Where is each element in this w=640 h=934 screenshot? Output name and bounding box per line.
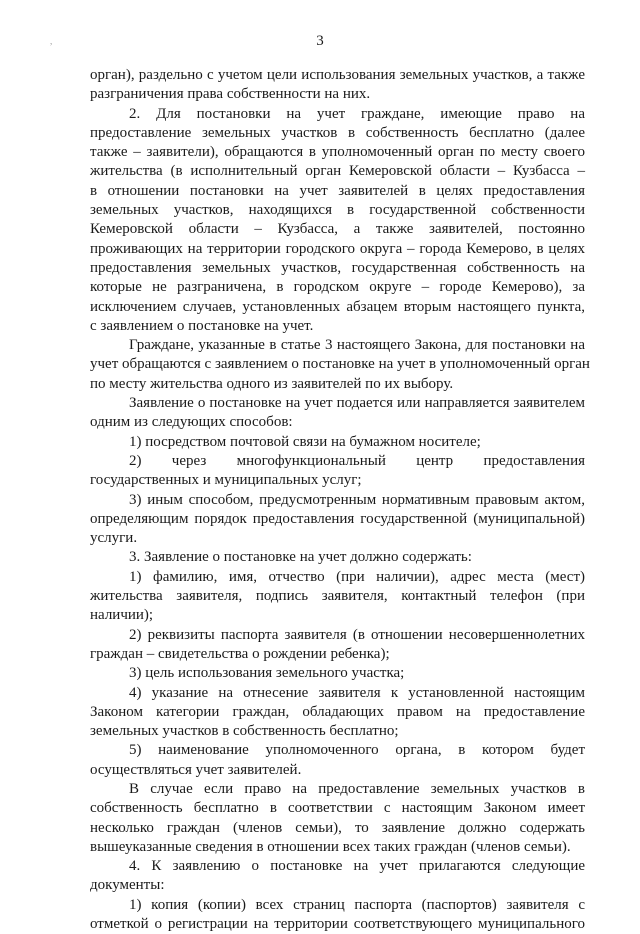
text-line: 3) цель использования земельного участка; — [129, 665, 405, 682]
text-line: которые не разграничена, в городском округе – городе Кемерово), за — [90, 279, 585, 296]
text-line: Граждане, указанные в статье 3 настоящего Закона, для постановки на — [129, 337, 585, 354]
text-line: земельных участков, находящихся в государственной собственности — [90, 202, 585, 219]
text-line: одним из следующих способов: — [90, 414, 293, 431]
text-line: предоставление земельных участков в собственность бесплатно (далее — [90, 124, 585, 141]
text-line: осуществляться учет заявителей. — [90, 761, 302, 778]
text-line: 1) посредством почтовой связи на бумажном носителе; — [129, 433, 481, 450]
text-line: Законом категории граждан, обладающих правом на предоставление — [90, 703, 585, 720]
text-line: 2) реквизиты паспорта заявителя (в отношении несовершеннолетних — [129, 626, 585, 643]
text-line: 3) иным способом, предусмотренным нормативным правовым актом, — [129, 491, 585, 508]
text-line: вышеуказанные сведения в отношении всех таких граждан (членов семьи). — [90, 838, 571, 855]
text-line: несколько граждан (членов семьи), то заявление должно содержать — [90, 819, 585, 836]
text-line: 1) копия (копии) всех страниц паспорта (паспортов) заявителя с — [129, 896, 585, 913]
text-line: с заявлением о постановке на учет. — [90, 317, 314, 334]
text-line: Кемеровской области – Кузбасса, а также заявителей, постоянно — [90, 221, 585, 238]
text-line: 2. Для постановки на учет граждане, имеющие право на — [129, 105, 585, 122]
text-line: 3. Заявление о постановке на учет должно содержать: — [129, 549, 472, 566]
text-line: определяющим порядок предоставления государственной (муниципальной) — [90, 510, 585, 527]
document-body — [90, 66, 590, 934]
text-line: 4. К заявлению о постановке на учет прилагаются следующие — [129, 858, 585, 875]
text-line: государственных и муниципальных услуг; — [90, 472, 362, 489]
text-line: жительства (в исполнительный орган Кемеровской области – Кузбасса – — [90, 163, 585, 180]
text-line: по месту жительства одного из заявителей по их выбору. — [90, 375, 454, 392]
text-line: орган), раздельно с учетом цели использования земельных участков, а также — [90, 67, 585, 83]
text-line: 2) через многофункциональный центр предоставления — [129, 452, 585, 469]
text-line: разграничения права собственности на них. — [90, 86, 371, 103]
text-line: документы: — [90, 877, 165, 894]
page-number: 3 — [316, 33, 324, 49]
text-line: отметкой о регистрации на территории соответствующего муниципального — [90, 916, 585, 933]
text-line: наличии); — [90, 607, 154, 624]
text-line: учет обращаются с заявлением о постановке на учет в уполномоченный орган — [90, 356, 590, 373]
text-line: 5) наименование уполномоченного органа, в котором будет — [129, 742, 585, 759]
text-line: 1) фамилию, имя, отчество (при наличии), адрес места (мест) — [129, 568, 585, 585]
text-line: исключением случаев, установленных абзацем вторым настоящего пункта, — [90, 298, 585, 315]
text-line: земельных участков в собственность бесплатно; — [90, 723, 399, 740]
text-line: Заявление о постановке на учет подается или направляется заявителем — [129, 395, 585, 412]
text-line: услуги. — [90, 530, 138, 547]
text-line: проживающих на территории городского округа – города Кемерово, в целях — [90, 240, 585, 257]
text-line: В случае если право на предоставление земельных участков в — [129, 780, 585, 797]
margin-scan-mark: , — [50, 36, 53, 46]
text-line: также – заявители), обращаются в уполномоченный орган по месту своего — [90, 144, 585, 161]
text-line: предоставления земельных участков, государственная собственность на — [90, 259, 585, 276]
text-line: в отношении постановки на учет заявителей в целях предоставления — [90, 182, 585, 199]
text-line: граждан – свидетельства о рождении ребенка); — [90, 645, 390, 662]
text-line: собственность бесплатно в соответствии с настоящим Законом имеет — [90, 800, 585, 817]
text-line: 4) указание на отнесение заявителя к установленной настоящим — [129, 684, 585, 701]
text-line: жительства заявителя, подпись заявителя, контактный телефон (при — [90, 588, 585, 605]
